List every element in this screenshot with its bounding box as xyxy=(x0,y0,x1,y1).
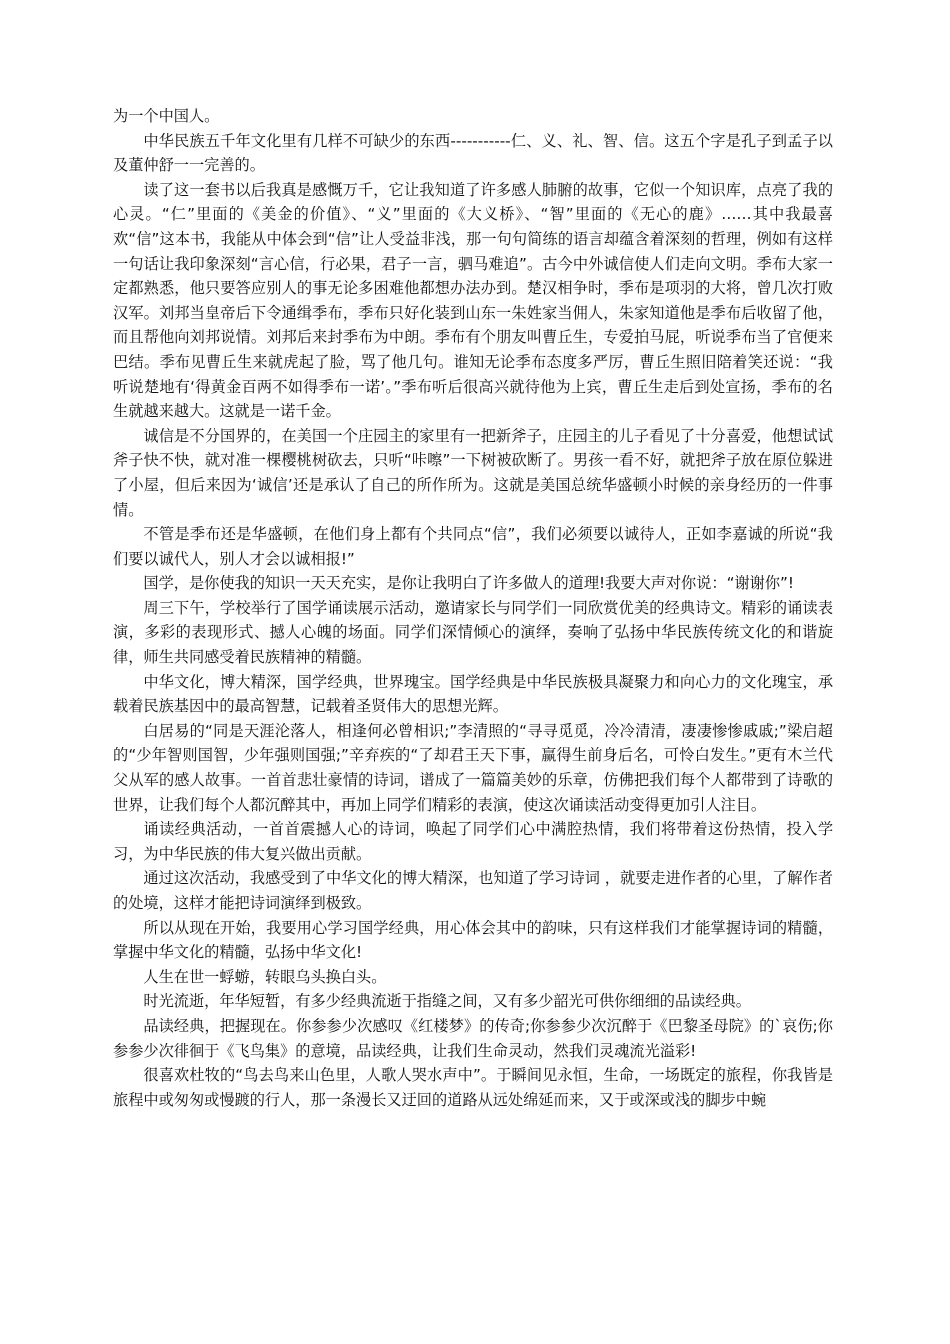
paragraph-5: 不管是季布还是华盛顿，在他们身上都有个共同点“信”，我们必须要以诚待人，正如李嘉诚的所说“我们要以诚代人，别人才会以诚相报!” xyxy=(113,525,833,568)
paragraph-6: 国学，是你使我的知识一天天充实，是你让我明白了许多做人的道理!我要大声对你说：“谢谢你”! xyxy=(143,574,794,593)
paragraph-11: 通过这次活动，我感受到了中华文化的博大精深，也知道了学习诗词 ，就要走进作者的心里，了解作者的处境，这样才能把诗词演绎到极致。 xyxy=(113,869,833,912)
paragraph-10: 诵读经典活动，一首首震撼人心的诗词，唤起了同学们心中满腔热情，我们将带着这份热情，投入学习，为中华民族的伟大复兴做出贡献。 xyxy=(113,820,833,863)
paragraph-8: 中华文化，博大精深，国学经典，世界瑰宝。国学经典是中华民族极具凝聚力和向心力的文化瑰宝，承载着民族基因中的最高智慧，记载着圣贤伟大的思想光辉。 xyxy=(113,672,833,716)
paragraph-1: 为一个中国人。 xyxy=(113,107,220,125)
paragraph-13: 人生在世一蜉蝣，转眼乌头换白头。 xyxy=(143,967,387,986)
paragraph-14: 时光流逝，年华短暂，有多少经典流逝于指缝之间，又有多少韶光可供你细细的品读经典。 xyxy=(143,992,751,1011)
paragraph-16: 很喜欢杜牧的“鸟去鸟来山色里，人歌人哭水声中”。于瞬间见永恒，生命，一场既定的旅程，你我皆是旅程中或匆匆或慢踱的行人，那一条漫长又迂回的道路从远处绵延而来，又于或深或浅的脚步中蜿 xyxy=(113,1066,833,1109)
paragraph-12: 所以从现在开始，我要用心学习国学经典，用心体会其中的韵味，只有这样我们才能掌握诗词的精髓，掌握中华文化的精髓，弘扬中华文化! xyxy=(113,918,833,962)
paragraph-4: 诚信是不分国界的，在美国一个庄园主的家里有一把新斧子，庄园主的儿子看见了十分喜爱，他想试试斧子快不快，就对准一棵樱桃树砍去，只听“咔嚓”一下树被砍断了。男孩一看不好，就把斧子放在原位躲进了小屋，但后来因为‘诚信’还是承认了自己的所作所为。这就是美国总统华盛顿小时候的亲身经历的一件事情。 xyxy=(113,426,833,519)
paragraph-7: 周三下午，学校举行了国学诵读展示活动，邀请家长与同学们一同欣赏优美的经典诗文。精彩的诵读表演，多彩的表现形式、撼人心魄的场面。同学们深情倾心的演绎，奏响了弘扬中华民族传统文化的和谐旋律，师生共同感受着民族精神的精髓。 xyxy=(113,598,833,667)
paragraph-3: 读了这一套书以后我真是感慨万千，它让我知道了许多感人肺腑的故事，它似一个知识库，点亮了我的心灵。“仁”里面的《美金的价值》、“义”里面的《大义桥》、“智”里面的《无心的鹿》……其中我最喜欢“信”这本书，我能从中体会到“信”让人受益非浅，那一句句简练的语言却蕴含着深刻的哲理，例如有这样一句话让我印象深刻“言心信，行必果，君子一言，驷马难追”。古今中外诚信使人们走向文明。季布大家一定都熟悉，他只要答应别人的事无论多困难他都想办法办到。楚汉相争时，季布是项羽的大将，曾几次打败汉军。刘邦当皇帝后下令通缉季布，季布只好化装到山东一朱姓家当佣人，朱家知道他是季布后收留了他，而且帮他向刘邦说情。刘邦后来封季布为中朗。季布有个朋友叫曹丘生，专爱拍马屁，听说季布当了官便来巴结。季布见曹丘生来就虎起了脸，骂了他几句。谁知无论季布态度多严厉，曹丘生照旧陪着笑还说：“我听说楚地有‘得黄金百两不如得季布一诺’。”季布听后很高兴就待他为上宾，曹丘生走后到处宣扬，季布的名生就越来越大。这就是一诺千金。 xyxy=(113,180,833,421)
paragraph-2: 中华民族五千年文化里有几样不可缺少的东西-----------仁、义、礼、智、信。这五个字是孔子到孟子以及董仲舒一一完善的。 xyxy=(113,131,833,175)
paragraph-15: 品读经典，把握现在。你参参少次感叹《红楼梦》的传奇;你参参少次沉醉于《巴黎圣母院》的`哀伤;你参参少次徘徊于《飞鸟集》的意境，品读经典，让我们生命灵动，然我们灵魂流光溢彩! xyxy=(113,1016,833,1060)
paragraph-9: 白居易的“同是天涯沦落人，相逢何必曾相识;”李清照的“寻寻觅觅，冷冷清清，凄凄惨惨戚戚;”梁启超的“少年智则国智，少年强则国强;”辛弃疾的“了却君王天下事，赢得生前身后名，可怜白发生。”更有木兰代父从军的感人故事。一首首悲壮豪情的诗词，谱成了一篇篇美妙的乐章，仿佛把我们每个人都带到了诗歌的世界，让我们每个人都沉醉其中，再加上同学们精彩的表演，使这次诵读活动变得更加引人注目。 xyxy=(113,721,833,814)
document-body xyxy=(113,104,833,1112)
